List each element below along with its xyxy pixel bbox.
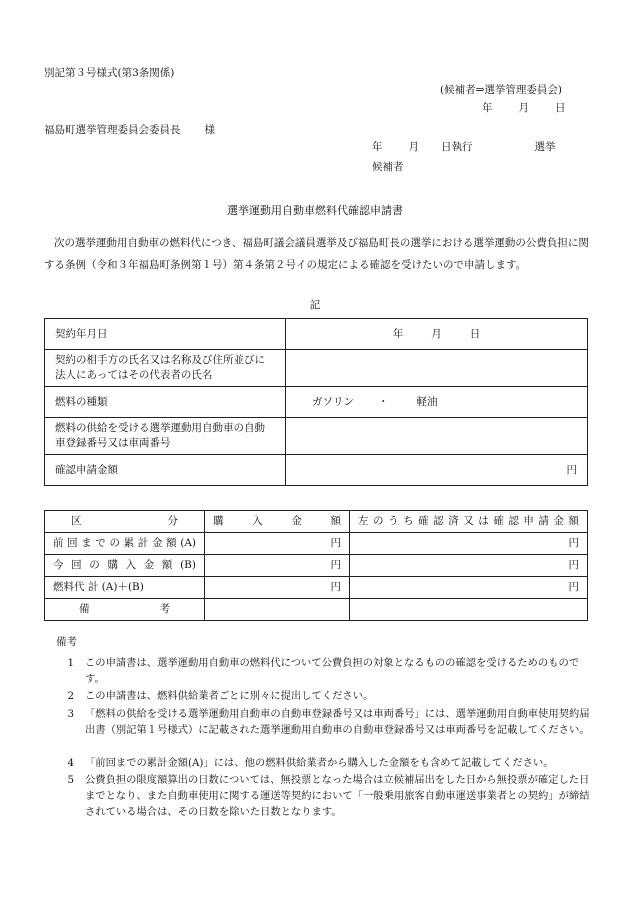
intro-paragraph: 次の選挙運動用自動車の燃料代につき、福島町議会議員選挙及び福島町長の選挙における選挙運動の公費負担に関する条例（令和３年福島町条例第１号）第４条第２号イの規定による確認を受けたいので申請します。	[44, 237, 589, 271]
note-item	[58, 655, 593, 687]
candidate-label: 候補者	[372, 161, 404, 173]
contract-date-label: 契約年月日	[45, 319, 286, 350]
vehicle-number-label: 燃料の供給を受ける選挙運動用自動車の自動車登録番号又は車両番号	[45, 418, 286, 455]
application-form-table	[44, 318, 588, 486]
ki-heading: 記	[309, 299, 321, 311]
amount-label: 確認申請金額	[45, 455, 286, 486]
remarks-field[interactable]	[350, 599, 588, 621]
table-header-row	[45, 511, 588, 533]
table-row	[45, 599, 588, 621]
contract-year-label: 年	[392, 327, 404, 340]
note-item	[58, 755, 593, 771]
note-item	[58, 688, 593, 704]
header-purchase: 購入金額	[213, 515, 341, 528]
contractor-field[interactable]	[286, 350, 588, 387]
row-label: 前回までの累計金額(A)	[53, 537, 196, 550]
note-number: 2	[67, 690, 74, 702]
note-item	[58, 772, 593, 820]
fuel-type-field[interactable]	[286, 387, 588, 418]
note-text: 「前回までの累計金額(A)」には、他の燃料供給業者から購入した金額をも含めて記載してください。	[85, 757, 554, 769]
date-year-label: 年	[482, 102, 493, 114]
purchase-cell[interactable]: 円	[205, 555, 350, 577]
fuel-separator: ・	[378, 395, 389, 408]
table-row	[45, 555, 588, 577]
row-label: 燃料代 計 (A)＋(B)	[45, 577, 205, 599]
note-number: 4	[67, 757, 74, 769]
confirmed-cell[interactable]: 円	[350, 555, 588, 577]
purchase-cell[interactable]: 円	[205, 533, 350, 555]
notes-heading: 備考	[56, 636, 77, 648]
vehicle-number-field[interactable]	[286, 418, 588, 455]
contract-month-label: 月	[431, 327, 442, 340]
addressee	[44, 124, 215, 138]
election-date-line	[372, 141, 556, 155]
confirmed-cell[interactable]: 円	[350, 533, 588, 555]
table-row	[45, 350, 588, 387]
contract-date-field[interactable]	[286, 319, 588, 350]
date-day-label: 日	[555, 102, 566, 114]
election-year-label: 年	[372, 141, 383, 153]
fuel-diesel-option[interactable]: 軽油	[416, 395, 438, 408]
table-row	[45, 319, 588, 350]
row-label: 今回の購入金額(B)	[53, 559, 196, 572]
fuel-gasoline-option[interactable]: ガソリン	[312, 395, 354, 408]
contract-day-label: 日	[469, 327, 481, 340]
note-number: 1	[67, 657, 74, 669]
header-category: 区 分	[71, 515, 178, 528]
table-row	[45, 533, 588, 555]
election-label: 選挙	[534, 141, 556, 153]
note-text: この申請書は、選挙運動用自動車の燃料代について公費負担の対象となるものの確認を受けるためのものです。	[85, 657, 580, 685]
addressee-honorific: 様	[204, 124, 215, 136]
note-text: 「燃料の供給を受ける選挙運動用自動車の自動車登録番号又は車両番号」には、選挙運動用自動車使用契約届出書（別記第１号様式）に記載された選挙運動用自動車の自動車登録番号又は車両番号を記載してください。	[85, 708, 590, 736]
routing-note: (候補者⇒選挙管理委員会)	[440, 84, 562, 96]
election-day-label: 日執行	[441, 141, 473, 153]
note-item	[58, 706, 593, 738]
table-row	[45, 387, 588, 418]
confirmed-cell[interactable]: 円	[350, 577, 588, 599]
remarks-field[interactable]	[205, 599, 350, 621]
contractor-label: 契約の相手方の氏名又は名称及び住所並びに法人にあってはその代表者の氏名	[45, 350, 286, 387]
amount-table	[44, 510, 588, 621]
yen-unit: 円	[566, 463, 577, 476]
remarks-label: 備 考	[79, 603, 170, 616]
header-confirmed: 左のうち確認済又は確認申請金額	[358, 515, 579, 528]
note-text: 公費負担の限度額算出の日数については、無投票となった場合は立候補届出をした日から無投票が確定した日までとなり、また自動車使用に関する運送等契約において「一般乗用旅客自動車運送事業者との契約」が締結されている場合は、その日数を除いた日数となります。	[85, 774, 590, 818]
note-number: 5	[67, 774, 74, 786]
fuel-type-label: 燃料の種類	[45, 387, 286, 418]
amount-field[interactable]	[286, 455, 588, 486]
purchase-cell[interactable]: 円	[205, 577, 350, 599]
table-row	[45, 577, 588, 599]
date-month-label: 月	[518, 102, 529, 114]
election-month-label: 月	[408, 141, 419, 153]
addressee-name: 福島町選挙管理委員会委員長	[44, 124, 181, 136]
table-row	[45, 455, 588, 486]
note-number: 3	[67, 708, 74, 720]
note-text: この申請書は、燃料供給業者ごとに別々に提出してください。	[85, 690, 374, 702]
form-identifier: 別記第３号様式(第3条関係)	[44, 67, 175, 79]
table-row	[45, 418, 588, 455]
submission-date	[482, 102, 566, 116]
document-title: 選挙運動用自動車燃料代確認申請書	[227, 204, 403, 217]
